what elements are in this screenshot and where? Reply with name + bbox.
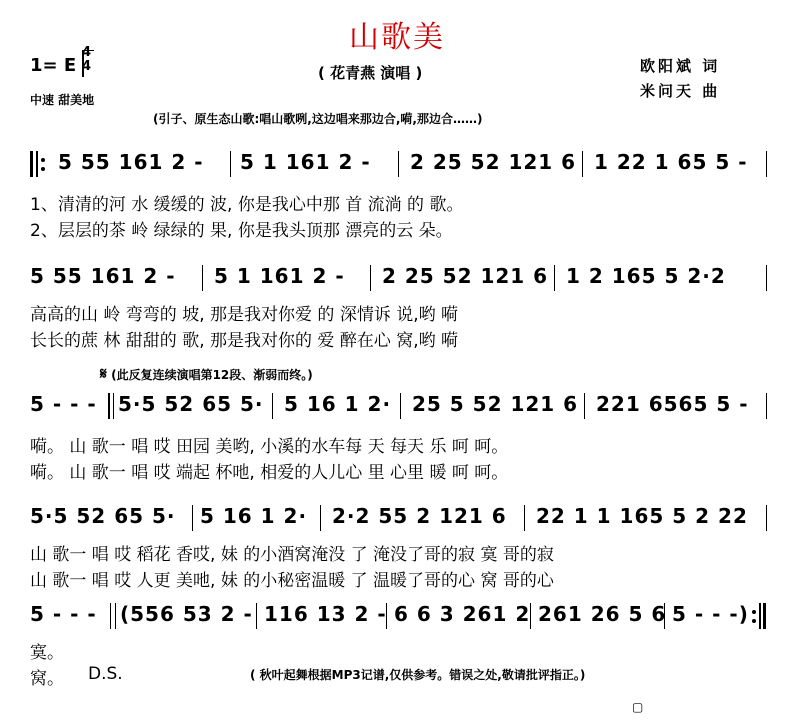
measure-3-3: 5 16 1 2· [284,392,392,416]
measure-2-3: 2 25 52 121 6 [382,264,549,288]
measure-1-1: 5 55 161 2 - [58,150,204,174]
measure-2-1: 5 55 161 2 - [30,264,176,288]
lyrics-row-3-verse-1: 嗬。 山 歌一 唱 哎 田园 美哟, 小溪的水车每 天 每天 乐 呵 呵。 [30,437,509,457]
ds-marking: D.S. [88,664,123,684]
intro-text: (引子、原生态山歌:唱山歌咧,这边唱来那边合,嗬,那边合……) [153,112,483,126]
score-row-1 [0,148,794,184]
measure-5-5: 261 26 5 6 [538,602,667,626]
lyrics-row-3-verse-2: 嗬。 山 歌一 唱 哎 端起 杯吔, 相爱的人儿心 里 心里 暖 呵 呵。 [30,463,509,483]
measure-5-4: 6 6 3 261 2 [394,602,531,626]
measure-5-3: 116 13 2 - [264,602,387,626]
lyrics-row-4-verse-1: 山 歌一 唱 哎 稻花 香哎, 妹 的小酒窝淹没 了 淹没了哥的寂 寞 哥的寂 [30,545,554,565]
score-row-4 [0,502,794,538]
image-icon: ▢ [632,700,644,714]
measure-2-4: 1 2 165 5 2·2 [566,264,726,288]
singer-credit: ( 花青燕 演唱 ) [318,64,423,82]
segno-note [100,364,313,384]
composer-credit: 米问天 曲 [640,82,721,100]
score-row-5 [0,600,794,636]
lyrics-row-4-verse-2: 山 歌一 唱 哎 人更 美吔, 妹 的小秘密温暖 了 温暖了哥的心 窝 哥的心 [30,571,554,591]
lyrics-row-1-verse-2: 2、层层的茶 岭 绿绿的 果, 你是我头顶那 漂亮的云 朵。 [30,221,453,241]
measure-2-2: 5 1 161 2 - [214,264,345,288]
measure-5-2: (556 53 2 - [120,602,253,626]
measure-1-3: 2 25 52 121 6 [410,150,577,174]
measure-3-5: 221 6565 5 - [596,392,749,416]
segno-note-text: (此反复连续演唱第12段、渐弱而终。) [111,368,313,382]
time-signature [82,46,91,74]
measure-4-1: 5·5 52 65 5· [30,504,176,528]
lyrics-row-2-verse-2: 长长的蔗 林 甜甜的 歌, 那是我对你的 爱 醉在心 窝,哟 嗬 [30,331,459,351]
key-signature: 1= E [30,55,77,76]
score-row-2 [0,262,794,298]
measure-5-6: 5 - - -) [672,602,749,626]
lyrics-row-2-verse-1: 高高的山 岭 弯弯的 坡, 那是我对你爱 的 深情诉 说,哟 嗬 [30,305,459,325]
measure-3-1: 5 - - - [30,392,97,416]
measure-4-4: 22 1 1 165 5 2 22 [536,504,748,528]
footer-note: ( 秋叶起舞根据MP3记谱,仅供参考。错误之处,敬请批评指正。) [250,668,586,682]
tempo-marking: 中速 甜美地 [30,93,95,107]
time-bottom: 4 [82,59,92,74]
measure-4-3: 2·2 55 2 121 6 [332,504,507,528]
segno-icon: 𝄋 [100,364,107,383]
lyricist-credit: 欧阳斌 词 [640,57,721,75]
measure-1-4: 1 22 1 65 5 - [594,150,748,174]
measure-4-2: 5 16 1 2· [200,504,308,528]
lyrics-row-1-verse-1: 1、清清的河 水 缓缓的 波, 你是我心中那 首 流淌 的 歌。 [30,195,464,215]
song-title: 山歌美 [349,20,445,55]
time-top: 4 [82,45,92,60]
lyrics-row-5-verse-2: 窝。 [30,669,64,689]
score-row-3 [0,390,794,426]
measure-3-2: 5·5 52 65 5· [118,392,264,416]
lyrics-row-5-verse-1: 寞。 [30,643,64,663]
measure-1-2: 5 1 161 2 - [240,150,371,174]
measure-3-4: 25 5 52 121 6 [412,392,579,416]
measure-5-1: 5 - - - [30,602,97,626]
